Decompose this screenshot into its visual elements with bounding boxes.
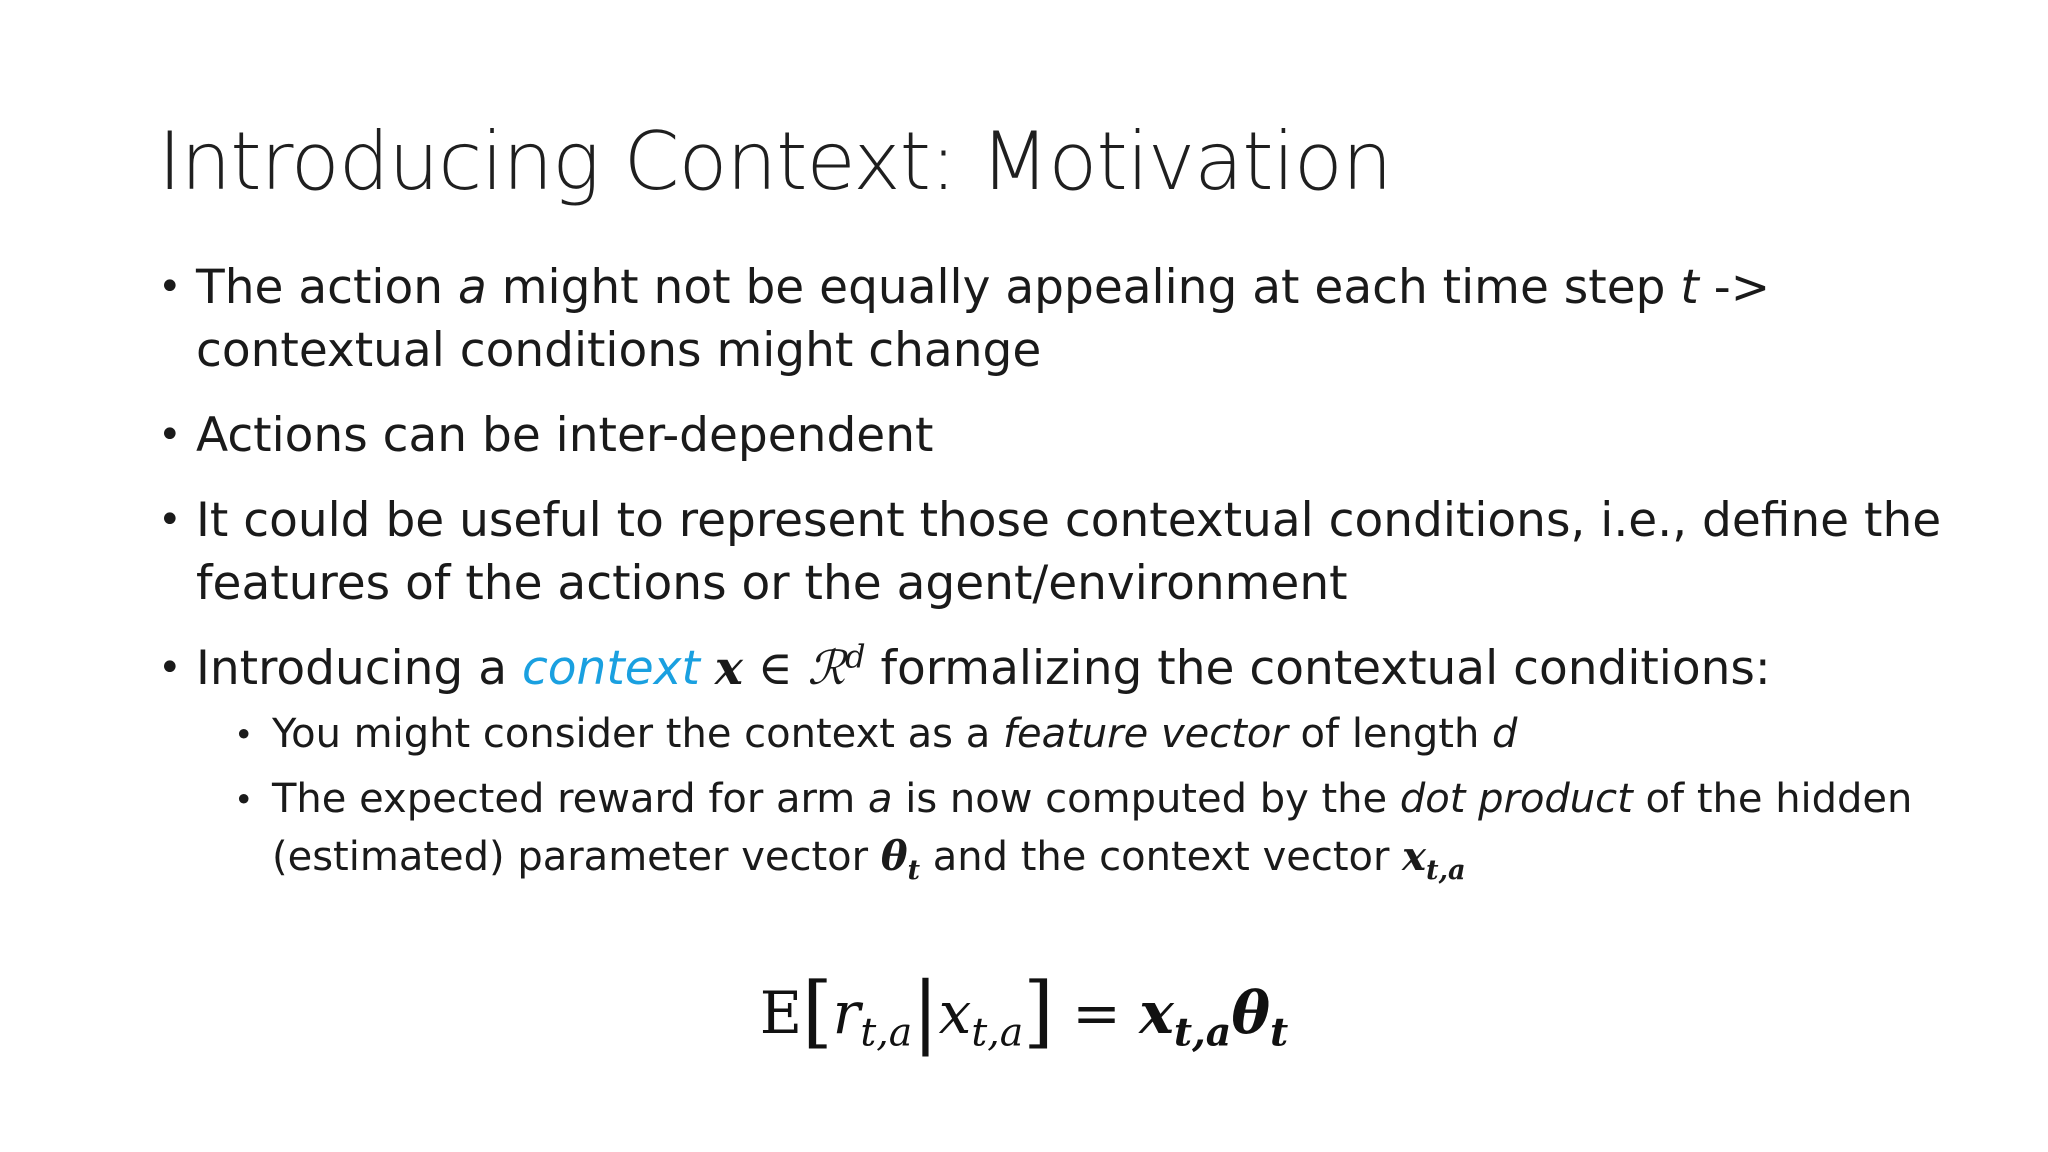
formula-x: x [938,979,972,1047]
sub-bullet-text: and the context vector [920,834,1403,880]
sub-bullet-text: is now computed by the [892,776,1400,822]
symbol-theta: θ [880,833,908,880]
formula-x-subscript: t,a [971,1009,1024,1056]
formula-rhs-theta-subscript: t [1270,1009,1289,1056]
sub-bullet-text: of the hidden (estimated) parameter vector [272,776,1913,880]
sub-bullet-text: of length [1287,711,1493,757]
slide-title: Introducing Context: Motivation [158,115,1392,208]
formula-right-bracket: ] [1023,966,1054,1057]
variable-d: d [1492,711,1518,757]
feature-vector-term: feature vector [1002,711,1288,757]
formula-r-subscript: t,a [860,1009,913,1056]
sub-bullet-text: You might consider the context as a [272,711,1003,757]
variable-a: a [457,260,487,315]
expected-reward-formula [0,960,2048,1057]
bullet-dot: • [234,715,254,754]
slide-content [158,256,2018,908]
bullet-text: The action [196,260,458,315]
variable-t: t [1680,260,1699,315]
bullet-text: formalizing the contextual conditions: [865,641,1771,696]
symbol-in: ∈ [742,641,808,696]
formula-rhs-x-subscript: t,a [1173,1009,1232,1056]
bullet-inter-dependent [158,404,2018,467]
bullet-text: -> contextual conditions might change [196,260,1771,378]
formula-left-bracket: [ [802,966,833,1057]
bullet-action-appeal [158,256,2018,382]
sub-bullet-list [196,706,2018,886]
bullet-dot: • [234,780,254,819]
sub-bullet-feature-vector [234,706,2018,763]
bullet-text: might not be equally appealing at each time step [486,260,1681,315]
symbol-R: ℛ [807,641,846,696]
formula-bar: | [912,966,939,1057]
symbol-x: x [1402,833,1427,880]
formula-rhs-theta: θ [1231,979,1271,1047]
formula-rhs-x: x [1139,979,1174,1047]
formula-r: r [832,979,861,1047]
symbol-x-subscript: t,a [1426,854,1466,886]
variable-a: a [867,776,893,822]
bullet-introducing-context [158,637,2018,886]
symbol-x: x [714,641,743,696]
sub-bullet-text: The expected reward for arm [272,776,868,822]
bullet-dot: • [158,497,182,543]
formula-E: E [759,979,803,1047]
symbol-d-superscript: d [845,637,866,676]
bullet-dot: • [158,645,182,691]
bullet-dot: • [158,412,182,458]
bullet-text: It could be useful to represent those contextual conditions, i.e., define the features of the actions or the agent/environment [196,493,1942,611]
bullet-represent-conditions [158,489,2018,615]
bullet-text: Actions can be inter-dependent [196,408,934,463]
symbol-theta-subscript: t [907,854,921,886]
bullet-list [158,256,2018,886]
bullet-dot: • [158,264,182,310]
sub-bullet-expected-reward [234,771,2018,886]
bullet-text: Introducing a [196,641,522,696]
dot-product-term: dot product [1399,776,1633,822]
formula-equals: = [1053,979,1140,1047]
context-term: context [521,641,700,696]
